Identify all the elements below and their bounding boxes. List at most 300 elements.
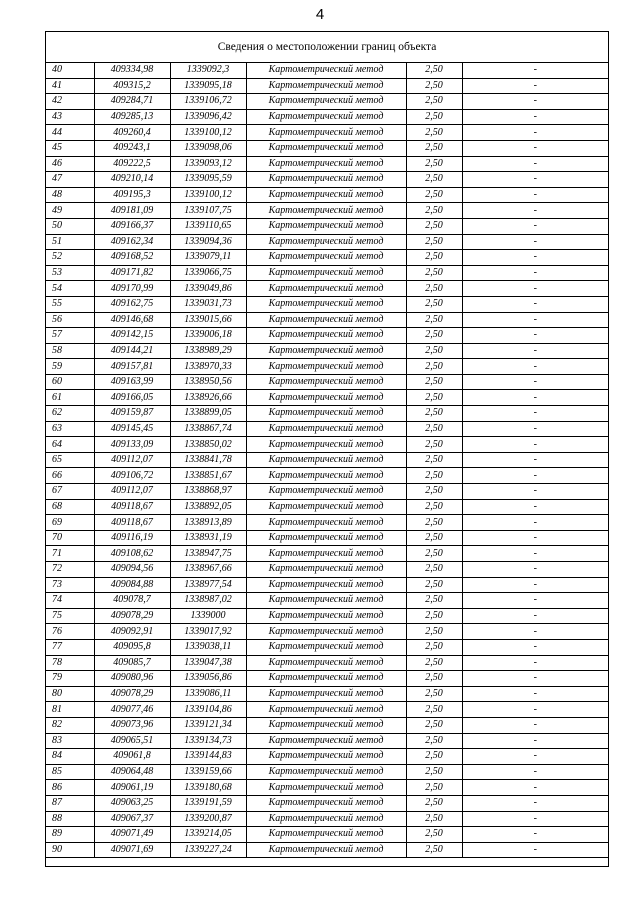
note-cell: - — [462, 359, 608, 375]
point-number-cell: 86 — [46, 780, 94, 796]
point-number-cell: 62 — [46, 406, 94, 422]
point-number-cell: 59 — [46, 359, 94, 375]
table-row — [46, 655, 608, 671]
accuracy-cell: 2,50 — [406, 624, 462, 640]
table-row — [46, 187, 608, 203]
point-number-cell: 45 — [46, 140, 94, 156]
table-row — [46, 811, 608, 827]
note-cell: - — [462, 764, 608, 780]
table-row — [46, 795, 608, 811]
x-coordinate-cell: 409157,81 — [94, 359, 170, 375]
method-cell: Картометрический метод — [246, 109, 406, 125]
method-cell: Картометрический метод — [246, 452, 406, 468]
method-cell: Картометрический метод — [246, 655, 406, 671]
note-cell: - — [462, 406, 608, 422]
y-coordinate-cell: 1339180,68 — [170, 780, 246, 796]
table-row — [46, 296, 608, 312]
point-number-cell: 64 — [46, 437, 94, 453]
note-cell: - — [462, 842, 608, 858]
accuracy-cell: 2,50 — [406, 562, 462, 578]
x-coordinate-cell: 409210,14 — [94, 172, 170, 188]
y-coordinate-cell: 1339049,86 — [170, 281, 246, 297]
y-coordinate-cell: 1339038,11 — [170, 639, 246, 655]
y-coordinate-cell: 1339107,75 — [170, 203, 246, 219]
y-coordinate-cell: 1339000 — [170, 608, 246, 624]
y-coordinate-cell: 1338950,56 — [170, 374, 246, 390]
table-row — [46, 749, 608, 765]
note-cell: - — [462, 811, 608, 827]
note-cell: - — [462, 63, 608, 78]
x-coordinate-cell: 409112,07 — [94, 452, 170, 468]
method-cell: Картометрический метод — [246, 203, 406, 219]
table-row — [46, 733, 608, 749]
accuracy-cell: 2,50 — [406, 686, 462, 702]
point-number-cell: 46 — [46, 156, 94, 172]
table-row — [46, 717, 608, 733]
accuracy-cell: 2,50 — [406, 421, 462, 437]
point-number-cell: 56 — [46, 312, 94, 328]
method-cell: Картометрический метод — [246, 577, 406, 593]
table-row — [46, 468, 608, 484]
accuracy-cell: 2,50 — [406, 281, 462, 297]
method-cell: Картометрический метод — [246, 717, 406, 733]
y-coordinate-cell: 1339100,12 — [170, 125, 246, 141]
method-cell: Картометрический метод — [246, 749, 406, 765]
x-coordinate-cell: 409061,19 — [94, 780, 170, 796]
method-cell: Картометрический метод — [246, 374, 406, 390]
accuracy-cell: 2,50 — [406, 234, 462, 250]
method-cell: Картометрический метод — [246, 811, 406, 827]
method-cell: Картометрический метод — [246, 234, 406, 250]
accuracy-cell: 2,50 — [406, 639, 462, 655]
accuracy-cell: 2,50 — [406, 577, 462, 593]
method-cell: Картометрический метод — [246, 515, 406, 531]
note-cell: - — [462, 499, 608, 515]
x-coordinate-cell: 409334,98 — [94, 63, 170, 78]
y-coordinate-cell: 1339200,87 — [170, 811, 246, 827]
x-coordinate-cell: 409108,62 — [94, 546, 170, 562]
note-cell: - — [462, 639, 608, 655]
point-number-cell: 67 — [46, 484, 94, 500]
accuracy-cell: 2,50 — [406, 608, 462, 624]
x-coordinate-cell: 409078,29 — [94, 686, 170, 702]
note-cell: - — [462, 421, 608, 437]
note-cell: - — [462, 312, 608, 328]
point-number-cell: 51 — [46, 234, 94, 250]
accuracy-cell: 2,50 — [406, 63, 462, 78]
table-row — [46, 827, 608, 843]
note-cell: - — [462, 140, 608, 156]
method-cell: Картометрический метод — [246, 499, 406, 515]
table-row — [46, 312, 608, 328]
note-cell: - — [462, 203, 608, 219]
note-cell: - — [462, 562, 608, 578]
x-coordinate-cell: 409080,96 — [94, 671, 170, 687]
note-cell: - — [462, 265, 608, 281]
y-coordinate-cell: 1338851,67 — [170, 468, 246, 484]
y-coordinate-cell: 1338850,02 — [170, 437, 246, 453]
point-number-cell: 80 — [46, 686, 94, 702]
point-number-cell: 50 — [46, 218, 94, 234]
y-coordinate-cell: 1339015,66 — [170, 312, 246, 328]
method-cell: Картометрический метод — [246, 172, 406, 188]
accuracy-cell: 2,50 — [406, 515, 462, 531]
point-number-cell: 81 — [46, 702, 94, 718]
accuracy-cell: 2,50 — [406, 671, 462, 687]
note-cell: - — [462, 795, 608, 811]
x-coordinate-cell: 409171,82 — [94, 265, 170, 281]
accuracy-cell: 2,50 — [406, 780, 462, 796]
table-row — [46, 702, 608, 718]
y-coordinate-cell: 1339006,18 — [170, 328, 246, 344]
method-cell: Картометрический метод — [246, 702, 406, 718]
table-row — [46, 780, 608, 796]
y-coordinate-cell: 1339100,12 — [170, 187, 246, 203]
point-number-cell: 54 — [46, 281, 94, 297]
accuracy-cell: 2,50 — [406, 484, 462, 500]
method-cell: Картометрический метод — [246, 686, 406, 702]
accuracy-cell: 2,50 — [406, 343, 462, 359]
note-cell: - — [462, 125, 608, 141]
method-cell: Картометрический метод — [246, 218, 406, 234]
accuracy-cell: 2,50 — [406, 811, 462, 827]
table-row — [46, 203, 608, 219]
accuracy-cell: 2,50 — [406, 140, 462, 156]
point-number-cell: 53 — [46, 265, 94, 281]
method-cell: Картометрический метод — [246, 437, 406, 453]
y-coordinate-cell: 1339086,11 — [170, 686, 246, 702]
method-cell: Картометрический метод — [246, 156, 406, 172]
note-cell: - — [462, 702, 608, 718]
accuracy-cell: 2,50 — [406, 452, 462, 468]
method-cell: Картометрический метод — [246, 484, 406, 500]
y-coordinate-cell: 1339031,73 — [170, 296, 246, 312]
table-row — [46, 593, 608, 609]
point-number-cell: 76 — [46, 624, 94, 640]
table-row — [46, 499, 608, 515]
y-coordinate-cell: 1338868,97 — [170, 484, 246, 500]
y-coordinate-cell: 1339121,34 — [170, 717, 246, 733]
point-number-cell: 57 — [46, 328, 94, 344]
note-cell: - — [462, 608, 608, 624]
x-coordinate-cell: 409170,99 — [94, 281, 170, 297]
x-coordinate-cell: 409065,51 — [94, 733, 170, 749]
point-number-cell: 63 — [46, 421, 94, 437]
point-number-cell: 42 — [46, 94, 94, 110]
point-number-cell: 77 — [46, 639, 94, 655]
y-coordinate-cell: 1339056,86 — [170, 671, 246, 687]
method-cell: Картометрический метод — [246, 593, 406, 609]
table-row — [46, 624, 608, 640]
accuracy-cell: 2,50 — [406, 109, 462, 125]
point-number-cell: 72 — [46, 562, 94, 578]
method-cell: Картометрический метод — [246, 390, 406, 406]
table-row — [46, 406, 608, 422]
y-coordinate-cell: 1339227,24 — [170, 842, 246, 858]
point-number-cell: 61 — [46, 390, 94, 406]
note-cell: - — [462, 655, 608, 671]
accuracy-cell: 2,50 — [406, 218, 462, 234]
table-row — [46, 328, 608, 344]
coordinates-table-body — [46, 63, 608, 858]
point-number-cell: 43 — [46, 109, 94, 125]
note-cell: - — [462, 484, 608, 500]
point-number-cell: 87 — [46, 795, 94, 811]
x-coordinate-cell: 409092,91 — [94, 624, 170, 640]
table-row — [46, 109, 608, 125]
table-row — [46, 608, 608, 624]
method-cell: Картометрический метод — [246, 795, 406, 811]
point-number-cell: 49 — [46, 203, 94, 219]
y-coordinate-cell: 1339079,11 — [170, 250, 246, 266]
table-row — [46, 390, 608, 406]
y-coordinate-cell: 1339017,92 — [170, 624, 246, 640]
y-coordinate-cell: 1338977,54 — [170, 577, 246, 593]
y-coordinate-cell: 1339134,73 — [170, 733, 246, 749]
method-cell: Картометрический метод — [246, 312, 406, 328]
accuracy-cell: 2,50 — [406, 172, 462, 188]
x-coordinate-cell: 409145,45 — [94, 421, 170, 437]
x-coordinate-cell: 409118,67 — [94, 515, 170, 531]
method-cell: Картометрический метод — [246, 187, 406, 203]
point-number-cell: 71 — [46, 546, 94, 562]
x-coordinate-cell: 409106,72 — [94, 468, 170, 484]
method-cell: Картометрический метод — [246, 265, 406, 281]
point-number-cell: 79 — [46, 671, 94, 687]
table-row — [46, 764, 608, 780]
point-number-cell: 52 — [46, 250, 94, 266]
note-cell: - — [462, 733, 608, 749]
x-coordinate-cell: 409078,29 — [94, 608, 170, 624]
table-row — [46, 530, 608, 546]
y-coordinate-cell: 1338931,19 — [170, 530, 246, 546]
note-cell: - — [462, 296, 608, 312]
x-coordinate-cell: 409162,34 — [94, 234, 170, 250]
x-coordinate-cell: 409073,96 — [94, 717, 170, 733]
table-row — [46, 842, 608, 858]
accuracy-cell: 2,50 — [406, 717, 462, 733]
table-row — [46, 78, 608, 94]
note-cell: - — [462, 780, 608, 796]
method-cell: Картометрический метод — [246, 842, 406, 858]
table-row — [46, 546, 608, 562]
accuracy-cell: 2,50 — [406, 94, 462, 110]
y-coordinate-cell: 1339095,59 — [170, 172, 246, 188]
y-coordinate-cell: 1339047,38 — [170, 655, 246, 671]
point-number-cell: 73 — [46, 577, 94, 593]
x-coordinate-cell: 409085,7 — [94, 655, 170, 671]
table-row — [46, 562, 608, 578]
note-cell: - — [462, 749, 608, 765]
y-coordinate-cell: 1339104,86 — [170, 702, 246, 718]
accuracy-cell: 2,50 — [406, 764, 462, 780]
x-coordinate-cell: 409067,37 — [94, 811, 170, 827]
table-row — [46, 374, 608, 390]
accuracy-cell: 2,50 — [406, 733, 462, 749]
point-number-cell: 89 — [46, 827, 94, 843]
accuracy-cell: 2,50 — [406, 359, 462, 375]
point-number-cell: 60 — [46, 374, 94, 390]
note-cell: - — [462, 374, 608, 390]
point-number-cell: 78 — [46, 655, 94, 671]
y-coordinate-cell: 1339096,42 — [170, 109, 246, 125]
y-coordinate-cell: 1339094,36 — [170, 234, 246, 250]
x-coordinate-cell: 409112,07 — [94, 484, 170, 500]
y-coordinate-cell: 1338892,05 — [170, 499, 246, 515]
accuracy-cell: 2,50 — [406, 390, 462, 406]
method-cell: Картометрический метод — [246, 780, 406, 796]
note-cell: - — [462, 343, 608, 359]
note-cell: - — [462, 187, 608, 203]
accuracy-cell: 2,50 — [406, 328, 462, 344]
table-row — [46, 452, 608, 468]
method-cell: Картометрический метод — [246, 328, 406, 344]
accuracy-cell: 2,50 — [406, 468, 462, 484]
accuracy-cell: 2,50 — [406, 437, 462, 453]
note-cell: - — [462, 546, 608, 562]
method-cell: Картометрический метод — [246, 468, 406, 484]
note-cell: - — [462, 671, 608, 687]
note-cell: - — [462, 250, 608, 266]
table-row — [46, 234, 608, 250]
accuracy-cell: 2,50 — [406, 842, 462, 858]
table-row — [46, 671, 608, 687]
x-coordinate-cell: 409146,68 — [94, 312, 170, 328]
point-number-cell: 47 — [46, 172, 94, 188]
coordinates-table — [46, 63, 608, 858]
method-cell: Картометрический метод — [246, 671, 406, 687]
method-cell: Картометрический метод — [246, 827, 406, 843]
method-cell: Картометрический метод — [246, 639, 406, 655]
x-coordinate-cell: 409084,88 — [94, 577, 170, 593]
y-coordinate-cell: 1338967,66 — [170, 562, 246, 578]
table-row — [46, 421, 608, 437]
point-number-cell: 74 — [46, 593, 94, 609]
method-cell: Картометрический метод — [246, 546, 406, 562]
x-coordinate-cell: 409260,4 — [94, 125, 170, 141]
note-cell: - — [462, 234, 608, 250]
y-coordinate-cell: 1339214,05 — [170, 827, 246, 843]
note-cell: - — [462, 109, 608, 125]
note-cell: - — [462, 78, 608, 94]
x-coordinate-cell: 409284,71 — [94, 94, 170, 110]
method-cell: Картометрический метод — [246, 406, 406, 422]
note-cell: - — [462, 717, 608, 733]
x-coordinate-cell: 409063,25 — [94, 795, 170, 811]
point-number-cell: 55 — [46, 296, 94, 312]
note-cell: - — [462, 577, 608, 593]
note-cell: - — [462, 827, 608, 843]
note-cell: - — [462, 515, 608, 531]
accuracy-cell: 2,50 — [406, 827, 462, 843]
method-cell: Картометрический метод — [246, 764, 406, 780]
accuracy-cell: 2,50 — [406, 125, 462, 141]
accuracy-cell: 2,50 — [406, 187, 462, 203]
y-coordinate-cell: 1339106,72 — [170, 94, 246, 110]
method-cell: Картометрический метод — [246, 562, 406, 578]
accuracy-cell: 2,50 — [406, 795, 462, 811]
table-row — [46, 484, 608, 500]
y-coordinate-cell: 1338970,33 — [170, 359, 246, 375]
y-coordinate-cell: 1339144,83 — [170, 749, 246, 765]
point-number-cell: 75 — [46, 608, 94, 624]
y-coordinate-cell: 1339159,66 — [170, 764, 246, 780]
x-coordinate-cell: 409061,8 — [94, 749, 170, 765]
note-cell: - — [462, 593, 608, 609]
table-row — [46, 686, 608, 702]
x-coordinate-cell: 409133,09 — [94, 437, 170, 453]
note-cell: - — [462, 94, 608, 110]
x-coordinate-cell: 409071,69 — [94, 842, 170, 858]
x-coordinate-cell: 409077,46 — [94, 702, 170, 718]
accuracy-cell: 2,50 — [406, 655, 462, 671]
x-coordinate-cell: 409142,15 — [94, 328, 170, 344]
note-cell: - — [462, 624, 608, 640]
table-row — [46, 639, 608, 655]
method-cell: Картометрический метод — [246, 250, 406, 266]
table-row — [46, 343, 608, 359]
table-row — [46, 218, 608, 234]
table-row — [46, 94, 608, 110]
note-cell: - — [462, 468, 608, 484]
table-row — [46, 265, 608, 281]
x-coordinate-cell: 409222,5 — [94, 156, 170, 172]
note-cell: - — [462, 530, 608, 546]
y-coordinate-cell: 1338899,05 — [170, 406, 246, 422]
point-number-cell: 70 — [46, 530, 94, 546]
note-cell: - — [462, 281, 608, 297]
boundary-sheet — [45, 31, 609, 867]
x-coordinate-cell: 409285,13 — [94, 109, 170, 125]
x-coordinate-cell: 409078,7 — [94, 593, 170, 609]
x-coordinate-cell: 409315,2 — [94, 78, 170, 94]
x-coordinate-cell: 409064,48 — [94, 764, 170, 780]
x-coordinate-cell: 409166,37 — [94, 218, 170, 234]
point-number-cell: 85 — [46, 764, 94, 780]
y-coordinate-cell: 1338989,29 — [170, 343, 246, 359]
method-cell: Картометрический метод — [246, 343, 406, 359]
point-number-cell: 58 — [46, 343, 94, 359]
x-coordinate-cell: 409162,75 — [94, 296, 170, 312]
method-cell: Картометрический метод — [246, 624, 406, 640]
accuracy-cell: 2,50 — [406, 530, 462, 546]
y-coordinate-cell: 1339110,65 — [170, 218, 246, 234]
accuracy-cell: 2,50 — [406, 250, 462, 266]
accuracy-cell: 2,50 — [406, 374, 462, 390]
note-cell: - — [462, 172, 608, 188]
y-coordinate-cell: 1338926,66 — [170, 390, 246, 406]
table-row — [46, 359, 608, 375]
accuracy-cell: 2,50 — [406, 593, 462, 609]
note-cell: - — [462, 218, 608, 234]
y-coordinate-cell: 1338841,78 — [170, 452, 246, 468]
note-cell: - — [462, 452, 608, 468]
point-number-cell: 40 — [46, 63, 94, 78]
x-coordinate-cell: 409163,99 — [94, 374, 170, 390]
accuracy-cell: 2,50 — [406, 546, 462, 562]
x-coordinate-cell: 409144,21 — [94, 343, 170, 359]
accuracy-cell: 2,50 — [406, 406, 462, 422]
method-cell: Картометрический метод — [246, 296, 406, 312]
x-coordinate-cell: 409159,87 — [94, 406, 170, 422]
accuracy-cell: 2,50 — [406, 265, 462, 281]
accuracy-cell: 2,50 — [406, 203, 462, 219]
accuracy-cell: 2,50 — [406, 296, 462, 312]
x-coordinate-cell: 409118,67 — [94, 499, 170, 515]
y-coordinate-cell: 1339092,3 — [170, 63, 246, 78]
note-cell: - — [462, 686, 608, 702]
point-number-cell: 84 — [46, 749, 94, 765]
